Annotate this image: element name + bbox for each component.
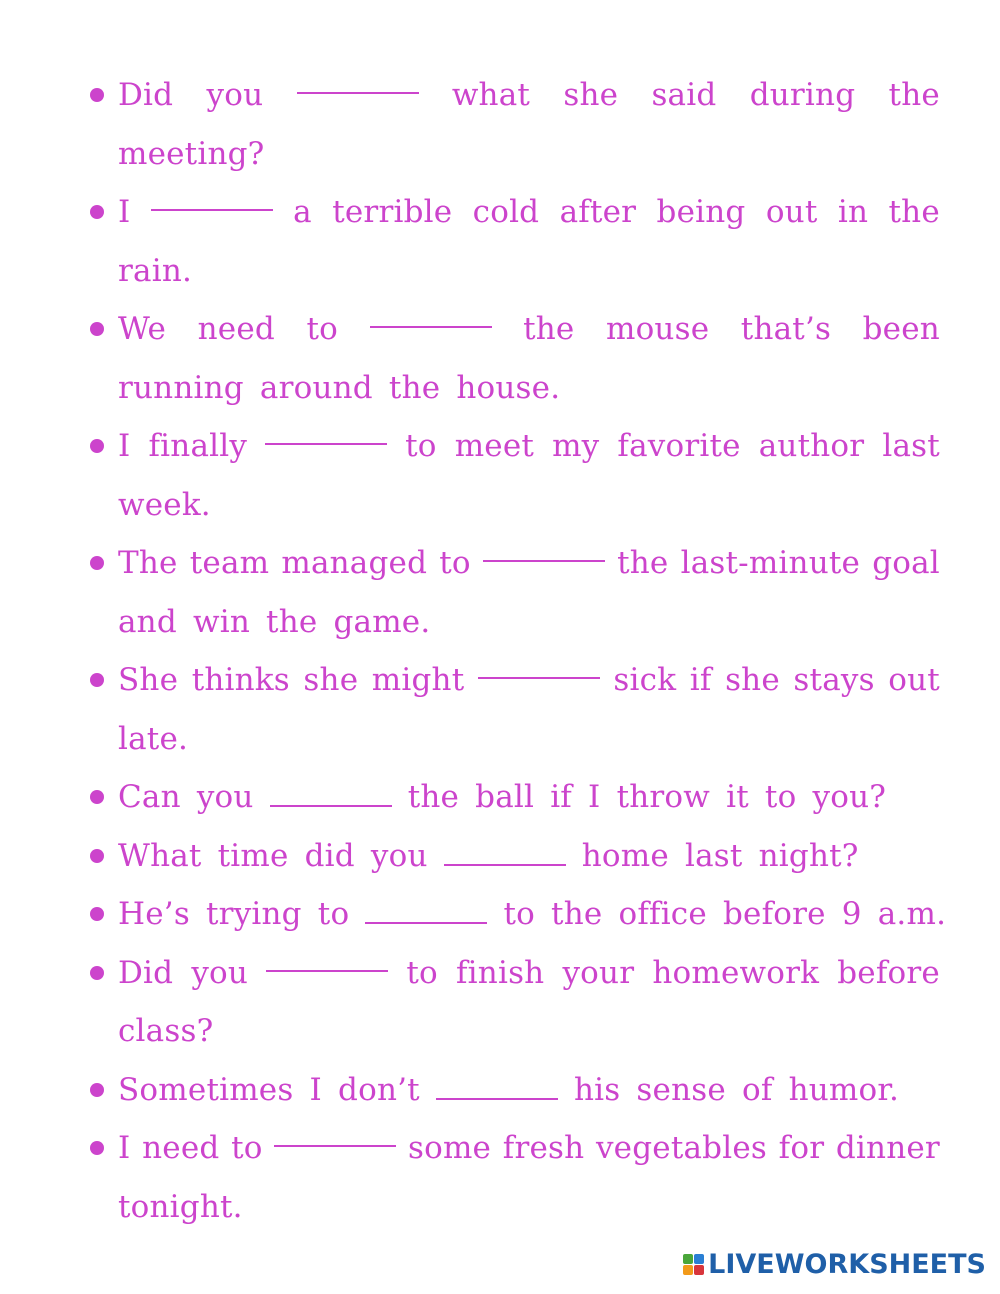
- word: before: [722, 896, 826, 932]
- word: What: [118, 837, 202, 874]
- word: finally: [148, 428, 248, 464]
- word: she: [725, 662, 780, 698]
- sentence-line: [118, 359, 940, 418]
- answer-blank[interactable]: [274, 1119, 396, 1147]
- word: vegetables: [595, 1130, 767, 1166]
- word: I: [118, 428, 131, 464]
- liveworksheets-logo: [683, 1249, 986, 1280]
- word: a.m.: [877, 896, 947, 932]
- word: week.: [118, 486, 211, 523]
- exercise-item: [88, 300, 940, 417]
- logo-square: [694, 1265, 704, 1275]
- sentence-line: [118, 1178, 940, 1237]
- word: the: [617, 545, 669, 581]
- word: need: [142, 1130, 220, 1166]
- exercise-item: [88, 183, 940, 300]
- word: trying: [206, 896, 302, 932]
- word: terrible: [332, 194, 453, 230]
- word: did: [304, 837, 355, 874]
- sentence-line: [118, 768, 940, 827]
- word: to: [231, 1130, 263, 1166]
- word: the: [888, 194, 940, 230]
- word: win: [192, 603, 250, 640]
- word: and: [118, 603, 177, 640]
- word: some: [407, 1130, 492, 1166]
- bullet-icon: [90, 322, 104, 336]
- liveworksheets-logo-icon: [683, 1254, 704, 1275]
- exercise-item: [88, 417, 940, 534]
- word: the: [407, 779, 460, 815]
- word: running: [118, 369, 244, 406]
- sentence-line: [118, 1002, 940, 1061]
- word: the: [888, 77, 940, 113]
- bullet-icon: [90, 907, 104, 921]
- word: thinks: [191, 662, 290, 698]
- bullet-icon: [90, 790, 104, 804]
- word: sick: [613, 662, 677, 698]
- word: goal: [872, 545, 940, 581]
- word: I: [118, 1130, 131, 1166]
- word: author: [758, 428, 865, 464]
- word: you: [191, 954, 249, 991]
- word: my: [552, 428, 600, 464]
- sentence-line: [118, 593, 940, 652]
- answer-blank[interactable]: [370, 300, 492, 328]
- sentence-line: [118, 242, 940, 301]
- word: the: [388, 369, 441, 406]
- bullet-icon: [90, 1083, 104, 1097]
- exercise-item: [88, 1061, 940, 1120]
- answer-blank[interactable]: [265, 417, 387, 445]
- sentence-line: [118, 1061, 940, 1120]
- word: you: [196, 779, 254, 815]
- word: finish: [456, 954, 545, 991]
- word: said: [651, 77, 717, 113]
- answer-blank[interactable]: [297, 66, 419, 94]
- logo-square: [683, 1265, 693, 1275]
- sentence-line: [118, 534, 940, 593]
- logo-square: [694, 1254, 704, 1264]
- bullet-icon: [90, 966, 104, 980]
- exercise-item: [88, 944, 940, 1061]
- sentence-line: [118, 183, 940, 242]
- word: homework: [652, 954, 820, 991]
- word: to: [439, 545, 471, 581]
- sentence-line: [118, 66, 940, 125]
- bullet-icon: [90, 439, 104, 453]
- exercise-item: [88, 768, 940, 827]
- word: if: [689, 662, 712, 698]
- word: you?: [812, 779, 887, 815]
- sentence-line: [118, 710, 940, 769]
- exercise-item: [88, 885, 947, 944]
- sentence-line: [118, 944, 940, 1003]
- sentence-line: [118, 125, 940, 184]
- word: I: [118, 194, 131, 230]
- word: fresh: [502, 1130, 585, 1166]
- word: last-minute: [680, 545, 861, 581]
- word: for: [778, 1130, 825, 1166]
- word: that’s: [740, 311, 832, 347]
- word: game.: [333, 603, 431, 640]
- word: what: [451, 77, 531, 113]
- word: class?: [118, 1013, 214, 1049]
- exercise-list: [88, 66, 947, 1236]
- answer-blank[interactable]: [270, 779, 392, 807]
- bullet-icon: [90, 205, 104, 219]
- answer-blank[interactable]: [483, 534, 605, 562]
- word: mouse: [605, 311, 710, 347]
- exercise-item: [88, 827, 940, 886]
- word: the: [523, 311, 575, 347]
- word: around: [259, 369, 373, 406]
- word: your: [562, 954, 635, 991]
- word: last: [685, 837, 743, 874]
- word: Can: [118, 779, 181, 815]
- word: ball: [475, 779, 535, 815]
- bullet-icon: [90, 1141, 104, 1155]
- word: if: [550, 779, 572, 815]
- exercise-item: [88, 534, 940, 651]
- word: office: [618, 896, 707, 932]
- logo-square: [683, 1254, 693, 1264]
- word: Sometimes: [118, 1071, 294, 1108]
- word: she: [303, 662, 359, 698]
- word: time: [217, 837, 289, 874]
- answer-blank[interactable]: [478, 651, 600, 679]
- sentence-line: [118, 476, 940, 535]
- answer-blank[interactable]: [436, 1072, 558, 1100]
- word: to: [317, 896, 350, 932]
- exercise-item: [88, 1119, 940, 1236]
- word: you: [206, 77, 264, 113]
- word: a: [293, 194, 312, 230]
- word: need: [197, 311, 275, 347]
- word: We: [118, 311, 167, 347]
- word: to: [306, 311, 338, 347]
- word: sense: [636, 1071, 726, 1108]
- word: after: [559, 194, 637, 230]
- word: Did: [118, 77, 174, 113]
- sentence-line: [118, 827, 940, 886]
- word: 9: [841, 896, 862, 932]
- bullet-icon: [90, 556, 104, 570]
- word: out: [765, 194, 818, 230]
- sentence-line: [118, 651, 940, 710]
- word: favorite: [617, 428, 741, 464]
- word: home: [581, 837, 669, 874]
- word: during: [749, 77, 856, 113]
- word: she: [563, 77, 619, 113]
- word: The: [118, 545, 178, 581]
- word: to: [406, 954, 438, 991]
- word: late.: [118, 720, 189, 757]
- answer-blank[interactable]: [151, 183, 273, 211]
- bullet-icon: [90, 849, 104, 863]
- word: of: [741, 1071, 773, 1108]
- word: the: [551, 896, 603, 932]
- word: his: [573, 1071, 621, 1108]
- word: last: [882, 428, 940, 464]
- word: meeting?: [118, 135, 265, 172]
- bullet-icon: [90, 88, 104, 102]
- word: house.: [456, 369, 561, 406]
- word: Did: [118, 954, 174, 991]
- sentence-line: [118, 417, 940, 476]
- exercise-item: [88, 651, 940, 768]
- word: team: [189, 545, 270, 581]
- word: I: [309, 1071, 322, 1108]
- word: He’s: [118, 896, 190, 932]
- word: managed: [281, 545, 428, 581]
- word: dinner: [835, 1130, 940, 1166]
- word: cold: [472, 194, 540, 230]
- word: night?: [758, 837, 859, 874]
- sentence-line: [118, 885, 947, 944]
- exercise-item: [88, 66, 940, 183]
- word: before: [837, 954, 940, 991]
- word: don’t: [338, 1071, 420, 1108]
- word: been: [862, 311, 940, 347]
- sentence-line: [118, 300, 940, 359]
- word: to: [503, 896, 535, 932]
- word: might: [371, 662, 465, 698]
- answer-blank[interactable]: [365, 896, 487, 924]
- word: you: [370, 837, 428, 874]
- word: to: [764, 779, 797, 815]
- word: it: [726, 779, 749, 815]
- word: in: [837, 194, 869, 230]
- word: the: [266, 603, 318, 640]
- word: out: [888, 662, 940, 698]
- word: meet: [454, 428, 535, 464]
- word: tonight.: [118, 1188, 243, 1225]
- word: I: [588, 779, 601, 815]
- word: stays: [793, 662, 875, 698]
- word: throw: [616, 779, 711, 815]
- answer-blank[interactable]: [444, 838, 566, 866]
- answer-blank[interactable]: [266, 944, 388, 972]
- logo-text: LIVEWORKSHEETS: [708, 1249, 986, 1280]
- bullet-icon: [90, 673, 104, 687]
- word: being: [656, 194, 746, 230]
- word: rain.: [118, 252, 193, 289]
- word: humor.: [788, 1071, 900, 1108]
- sentence-line: [118, 1119, 940, 1178]
- word: to: [405, 428, 437, 464]
- word: She: [118, 662, 179, 698]
